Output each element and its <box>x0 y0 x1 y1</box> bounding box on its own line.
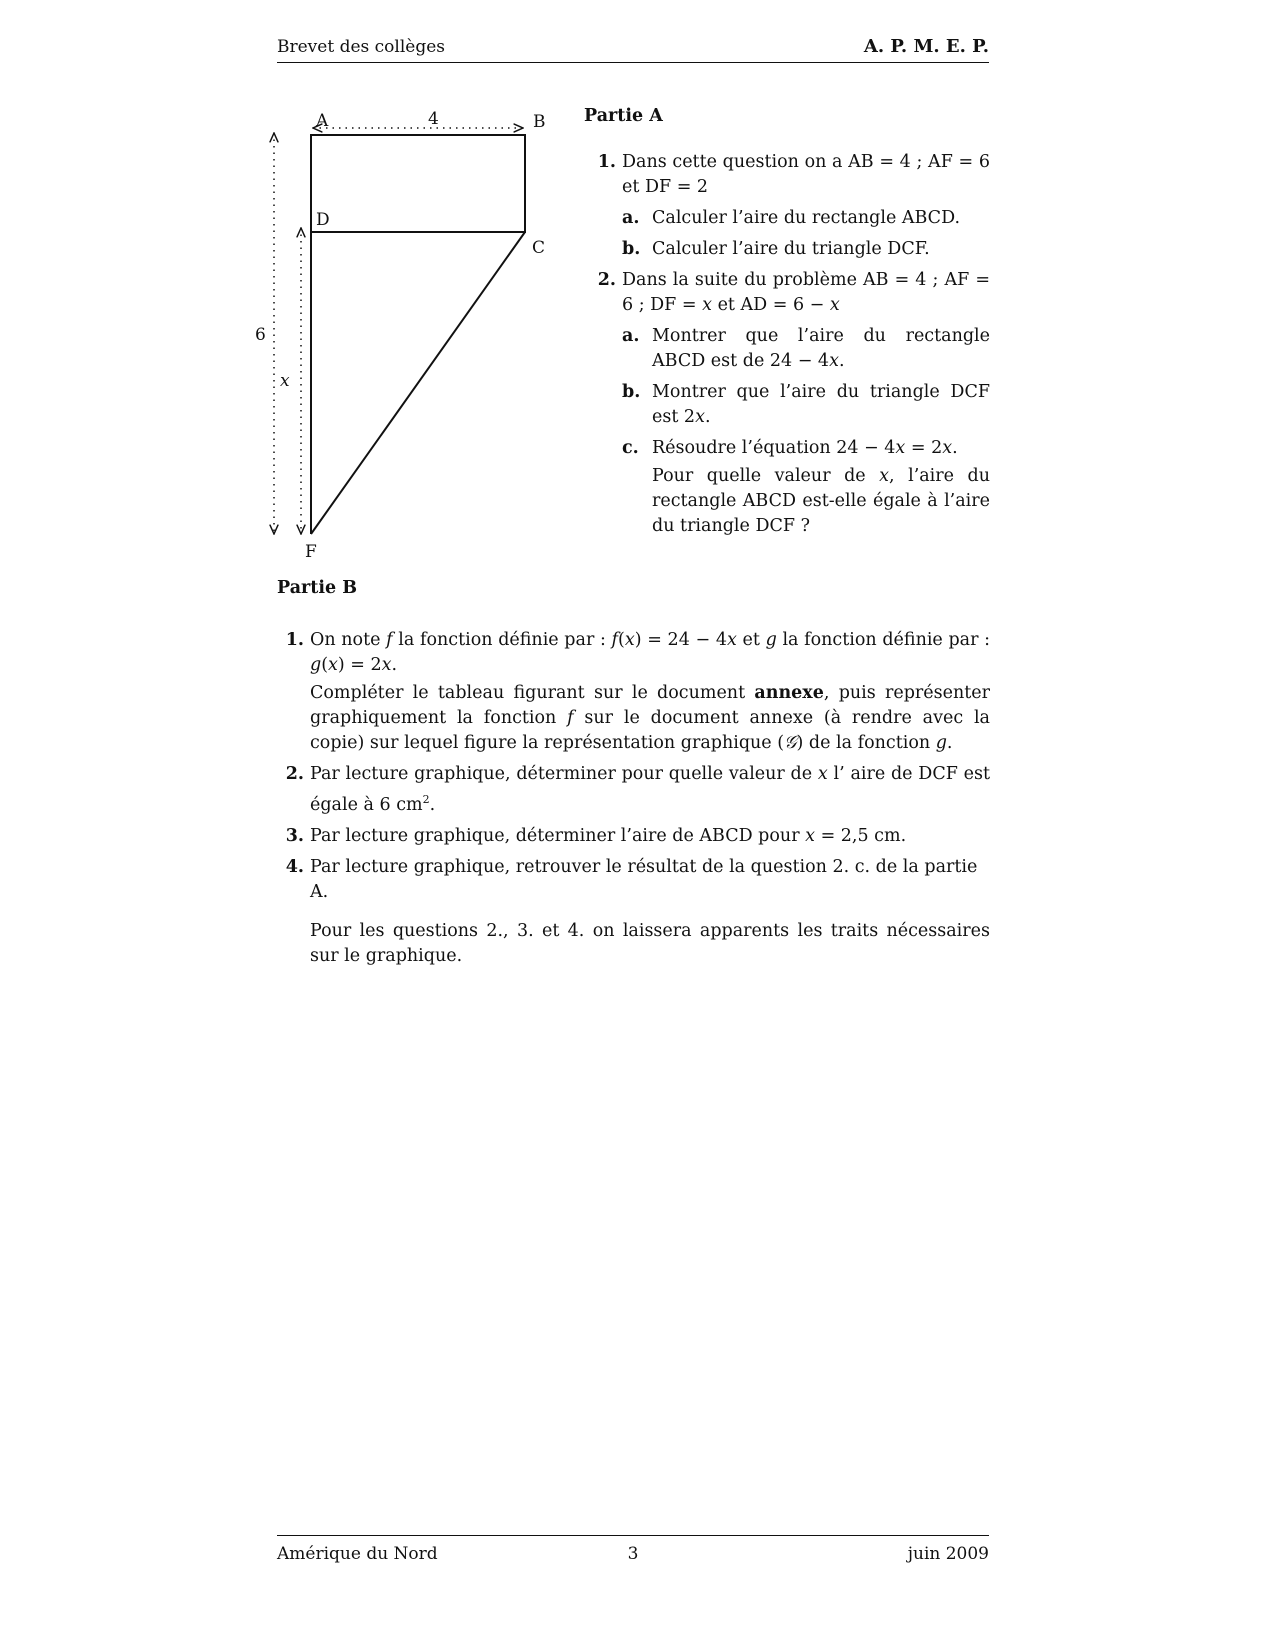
partB-question-4 <box>285 855 990 905</box>
partB-question-3 <box>285 824 990 849</box>
segment-cf <box>311 232 525 534</box>
partB-note: Pour les questions 2., 3. et 4. on laissera apparents les traits nécessaires sur le graphique. <box>310 920 990 966</box>
header-right: A. P. M. E. P. <box>863 36 989 57</box>
label-c: C <box>532 238 546 258</box>
page-header <box>277 34 989 63</box>
subquestion-letter: a. <box>622 326 640 346</box>
question-number: 1. <box>597 152 616 172</box>
partA-question-2c <box>622 436 990 539</box>
label-b: B <box>533 112 546 132</box>
rectangle-abcd <box>311 135 525 232</box>
label-d: D <box>316 210 330 230</box>
partB-questions <box>285 628 991 969</box>
subquestion-text: Résoudre l’équation 24 − 4x = 2x. <box>652 438 958 458</box>
header-left: Brevet des collèges <box>277 37 446 57</box>
partA-question-2a <box>622 324 990 374</box>
footer-left: Amérique du Nord <box>277 1544 438 1564</box>
subquestion-letter: b. <box>622 382 641 402</box>
subquestion-text: Montrer que l’aire du triangle DCF est 2x. <box>652 382 990 427</box>
question-text: Par lecture graphique, déterminer l’aire de ABCD pour x = 2,5 cm. <box>310 825 907 846</box>
partA-question-1 <box>597 150 990 200</box>
question-instructions: Compléter le tableau figurant sur le document annexe, puis représenter graphiquement la fonction f sur le document annexe (à rendre avec la copie) sur lequel figure la représentation graphique (𝒢) de la fonction g. <box>310 683 991 753</box>
question-text: Par lecture graphique, déterminer pour quelle valeur de x l’ aire de DCF est égale à 6 $cm^2$. <box>310 764 990 815</box>
partB-question-2 <box>285 762 990 818</box>
subquestion-letter: a. <box>622 208 640 228</box>
question-number: 2. <box>285 764 304 784</box>
question-number: 1. <box>285 630 304 650</box>
partA-questions <box>597 150 990 545</box>
partA-question-2b <box>622 380 990 430</box>
subquestion-text: Montrer que l’aire du rectangle ABCD est de 24 − 4x. <box>652 326 990 371</box>
question-text: Dans cette question on a AB = 4 ; AF = 6 et DF = 2 <box>622 152 990 197</box>
annexe-keyword: annexe <box>754 683 824 703</box>
subquestion-letter: c. <box>622 438 639 458</box>
label-length-ab: 4 <box>428 109 439 129</box>
subquestion-text: Calculer l’aire du triangle DCF. <box>652 239 930 259</box>
subquestion-letter: b. <box>622 239 641 259</box>
question-text: Dans la suite du problème AB = 4 ; AF = 6 ; DF = x et AD = 6 − x <box>622 270 990 315</box>
label-a: A <box>316 111 329 131</box>
question-number: 3. <box>285 825 304 846</box>
question-text: Par lecture graphique, retrouver le résultat de la question 2. c. de la partie A. <box>310 856 978 902</box>
partA-question-1b <box>622 237 990 262</box>
label-length-af: 6 <box>255 325 266 345</box>
label-length-df: x <box>280 371 290 391</box>
partB-title: Partie B <box>277 578 357 598</box>
geometry-figure <box>255 108 558 583</box>
subquestion-followup: Pour quelle valeur de x, l’aire du rectangle ABCD est-elle égale à l’aire du triangle DCF ? <box>652 466 990 536</box>
footer-right: juin 2009 <box>907 1544 989 1564</box>
partA-title: Partie A <box>584 106 663 126</box>
partA-question-1a <box>622 206 990 231</box>
label-f: F <box>305 542 317 562</box>
subquestion-text: Calculer l’aire du rectangle ABCD. <box>652 208 961 228</box>
partB-question-1 <box>285 628 991 756</box>
question-number: 4. <box>285 856 304 877</box>
partA-question-2 <box>597 268 990 318</box>
question-number: 2. <box>597 270 616 290</box>
page-footer <box>277 1535 989 1572</box>
question-text: On note f la fonction définie par : f(x) = 24 − 4x et g la fonction définie par : g(x) = 2x. <box>310 630 991 675</box>
page-number: 3 <box>627 1544 639 1564</box>
